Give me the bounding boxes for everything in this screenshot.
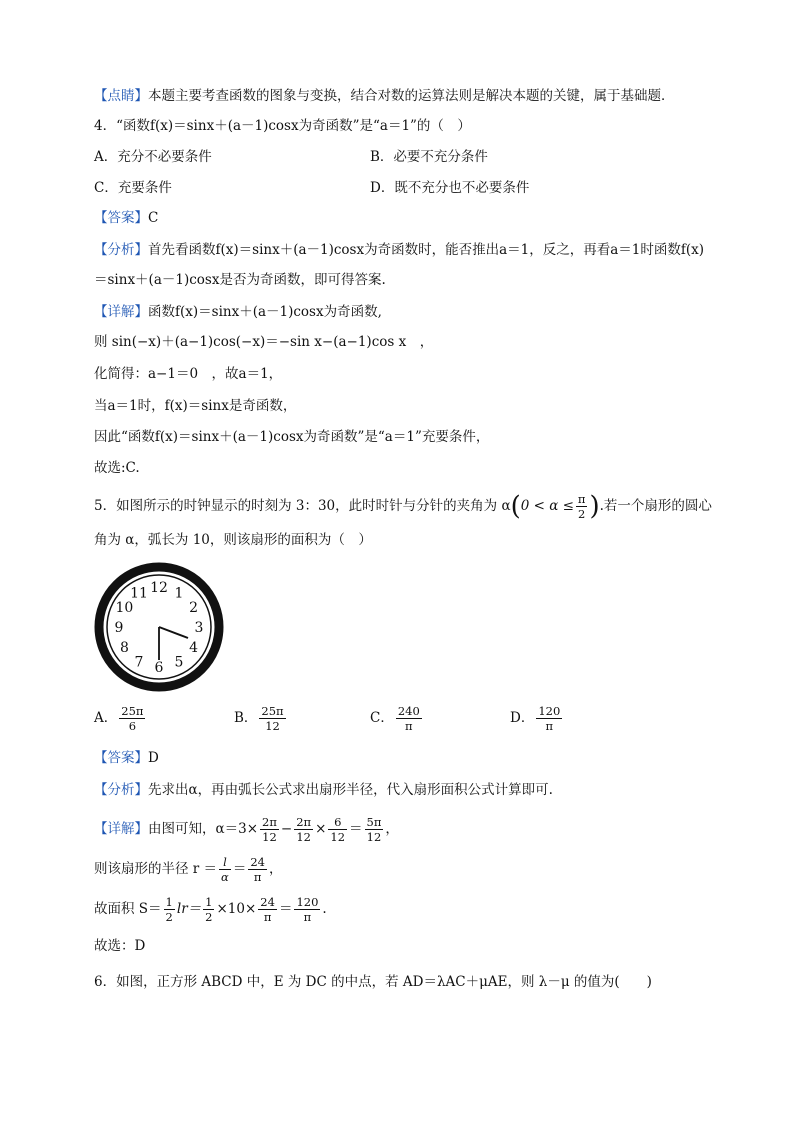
left-paren: (	[510, 491, 521, 522]
q5-condition-frac	[576, 492, 588, 521]
f6-num: 24	[250, 855, 265, 869]
clock-number: 5	[174, 654, 184, 671]
q5-option-a	[94, 704, 147, 733]
q5-stem-1b: .若一个扇形的圆心	[599, 498, 712, 514]
q4-option-b: B．必要不充分条件	[370, 149, 488, 165]
q4-answer: C	[148, 210, 159, 226]
q5-d2-eq: ＝	[232, 861, 247, 877]
answer-tag: 【答案】	[94, 210, 148, 226]
f1-den: 12	[262, 830, 277, 844]
q5-b-den: 12	[265, 719, 280, 733]
f9-den: π	[263, 910, 272, 924]
q4-analysis-line1	[94, 240, 704, 260]
f6-den: π	[253, 870, 262, 884]
dianjing-tag: 【点睛】	[94, 88, 148, 104]
q4-detail-line4: 当a＝1时，f(x)＝sinx是奇函数，	[94, 398, 297, 414]
q6-stem: 6．如图，正方形 ABCD 中，E 为 DC 的中点，若 AD＝λAC＋μAE，则 λ－μ 的值为( )	[94, 974, 652, 990]
clock-number: 8	[119, 640, 129, 656]
q5-c-num: 240	[397, 704, 420, 718]
clock-number: 6	[154, 660, 164, 676]
q5-detail-tag: 【详解】	[94, 821, 148, 837]
q4-detail-line3: 化简得：a−1＝0 ，故a＝1，	[94, 366, 283, 382]
q5-option-d-label: D．	[510, 710, 535, 726]
q5-detail-line1	[94, 812, 399, 846]
q5-d3-pre: 故面积 S＝	[94, 901, 162, 917]
q5-d2-end: ，	[268, 861, 283, 877]
q5-d-den: π	[545, 719, 554, 733]
clock-number: 4	[189, 640, 199, 656]
q4-detail-line1	[94, 302, 382, 322]
q5-a-num: 25π	[121, 704, 144, 718]
q5-d-num: 120	[538, 704, 561, 718]
f10-num: 120	[296, 895, 319, 909]
f8-den: 2	[205, 910, 213, 924]
clock-number: 11	[130, 585, 148, 602]
q5-condition: 0 < α ≤	[520, 498, 574, 514]
clock-number: 12	[150, 580, 168, 596]
q5-option-b-label: B．	[234, 710, 258, 726]
f3-num: 6	[328, 815, 347, 830]
clock-figure	[94, 562, 224, 692]
q5-stem-1a: 5．如图所示的时钟显示的时刻为 3：30，此时时针与分针的夹角为 α	[94, 498, 511, 514]
f1-num: 2π	[262, 815, 277, 829]
q5-analysis-line	[94, 780, 553, 800]
q5-option-d	[510, 704, 564, 733]
clock-number: 2	[189, 600, 199, 616]
q5-analysis-tag: 【分析】	[94, 782, 148, 798]
f9-num: 24	[260, 895, 275, 909]
clock-number: 10	[115, 600, 134, 616]
q5-d1-end: ，	[385, 821, 399, 837]
q5-answer: D	[148, 750, 159, 766]
q4-option-a: A．充分不必要条件	[94, 149, 212, 165]
q5-d1-eq: ＝	[349, 821, 363, 837]
q5-c-den: π	[405, 719, 413, 733]
q5-b-num: 25π	[261, 704, 284, 718]
f2-den: 12	[296, 830, 311, 844]
q5-a-den: 6	[128, 719, 137, 733]
q5-d3-mid: lr＝	[176, 901, 202, 917]
q5-answer-line	[94, 748, 159, 768]
q5-d1-times: ×	[315, 821, 327, 837]
analysis-tag: 【分析】	[94, 242, 148, 258]
q5-analysis-text: 先求出α，再由弧长公式求出扇形半径，代入扇形面积公式计算即可.	[148, 782, 553, 798]
q4-answer-line	[94, 208, 158, 228]
clock-number: 7	[134, 654, 144, 671]
clock-number: 1	[174, 585, 184, 602]
q4-option-c: C．充要条件	[94, 180, 172, 196]
q5-detail-line3	[94, 892, 327, 926]
q5-detail-line4: 故选：D	[94, 938, 146, 954]
q5-stem-line2: 角为 α，弧长为 10，则该扇形的面积为（ ）	[94, 532, 372, 548]
right-paren: )	[589, 491, 600, 522]
f7-den: 2	[165, 910, 173, 924]
q5-d1-minus: −	[280, 821, 293, 837]
f3-den: 12	[330, 830, 346, 844]
q4-analysis-line2: ＝sinx＋(a－1)cosx是否为奇函数，即可得答案.	[94, 272, 386, 288]
q5-option-c	[370, 704, 424, 733]
f7-num: 1	[165, 895, 173, 909]
q5-option-c-label: C．	[370, 710, 394, 726]
f4-num: 5π	[366, 815, 382, 829]
f8-num: 1	[205, 895, 213, 909]
dianjing-text: 本题主要考查函数的图象与变换，结合对数的运算法则是解决本题的关键，属于基础题．	[148, 88, 675, 104]
f5-num: l	[219, 855, 231, 870]
detail-tag: 【详解】	[94, 304, 148, 320]
q5-detail-line2	[94, 852, 282, 886]
q4-stem: 4．“函数f(x)＝sinx＋(a－1)cosx为奇函数”是“a＝1”的（ ）	[94, 118, 471, 134]
f4-den: 12	[366, 830, 382, 844]
dianjing-line	[94, 86, 675, 106]
q5-d3-end: .	[322, 901, 327, 917]
q5-stem-line1	[94, 490, 712, 523]
q5-d2-pre: 则该扇形的半径 r ＝	[94, 861, 218, 877]
q4-detail-text1: 函数f(x)＝sinx＋(a－1)cosx为奇函数,	[148, 304, 382, 320]
cond-num: π	[577, 492, 586, 506]
clock-number: 3	[194, 620, 204, 636]
q5-d3-mid2: ×10×	[216, 901, 257, 917]
q5-d3-eq: ＝	[278, 901, 293, 917]
q5-option-b	[234, 704, 288, 733]
q4-option-d: D．既不充分也不必要条件	[370, 180, 530, 196]
q5-answer-tag: 【答案】	[94, 750, 148, 766]
f10-den: π	[303, 910, 312, 924]
q4-detail-line5: 因此“函数f(x)＝sinx＋(a－1)cosx为奇函数”是“a＝1”充要条件，	[94, 429, 490, 445]
cond-den: 2	[578, 507, 586, 521]
q5-d1-pre: 由图可知，α＝3×	[148, 821, 259, 837]
q5-option-a-label: A．	[94, 710, 118, 726]
q4-detail-line2: 则 sin(−x)＋(a−1)cos(−x)＝−sin x−(a−1)cos x ，	[94, 334, 434, 350]
q4-analysis-text1: 首先看函数f(x)＝sinx＋(a－1)cosx为奇函数时，能否推出a＝1，反之，再看a＝1时函数f(x)	[148, 242, 705, 258]
f5-den: α	[221, 870, 229, 884]
clock-number: 9	[114, 620, 124, 636]
f2-num: 2π	[296, 815, 312, 829]
q4-detail-line6: 故选:C.	[94, 460, 140, 476]
